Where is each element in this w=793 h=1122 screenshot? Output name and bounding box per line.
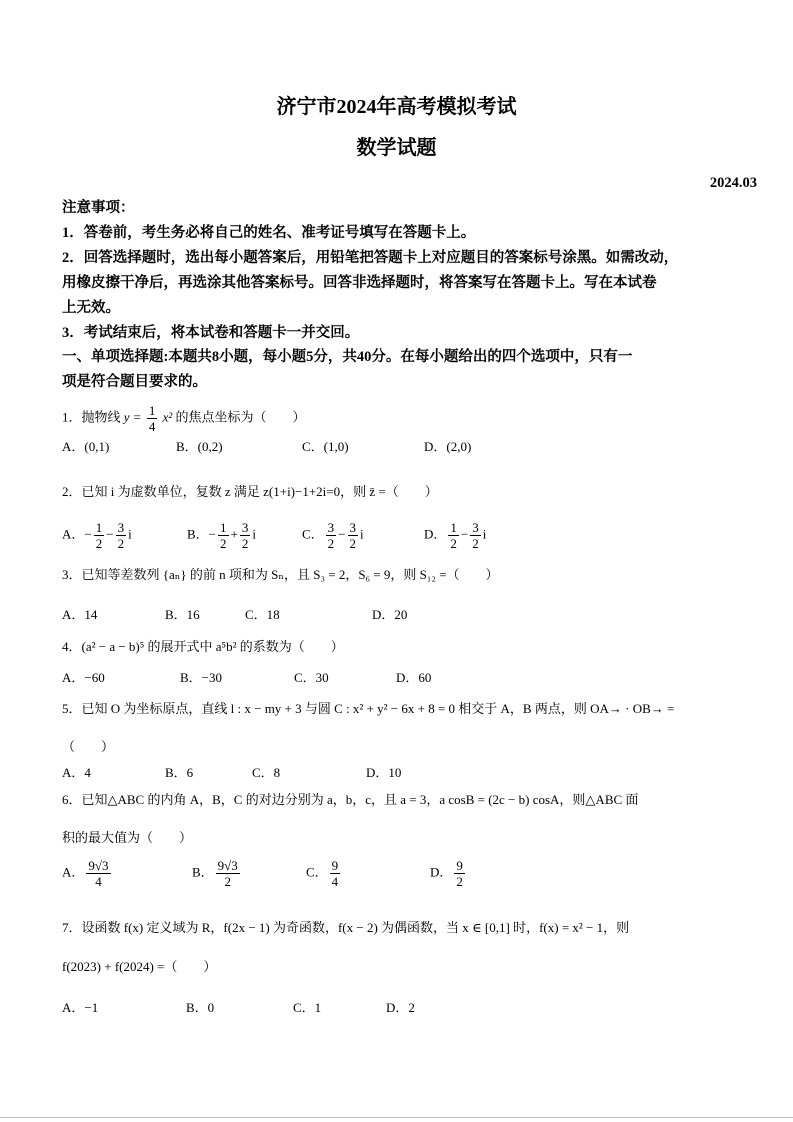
numerator: 1 <box>148 403 156 418</box>
option-b: B．(0,2) <box>176 439 223 454</box>
q5-cont: （ ） <box>62 739 115 754</box>
fraction <box>326 520 337 551</box>
notice-item: 用橡皮擦干净后，再选涂其他答案标号。回答非选择题时，将答案写在答题卡上。写在本试卷 <box>62 275 657 291</box>
option-label: B． <box>192 864 214 880</box>
fraction <box>94 520 105 551</box>
option-d <box>430 858 467 889</box>
denominator: 2 <box>456 874 463 889</box>
option-c: C．1 <box>293 1000 322 1015</box>
denominator: 2 <box>241 536 249 551</box>
sign: − <box>208 526 217 542</box>
option-b: B．0 <box>186 1000 215 1015</box>
option-label: B． <box>187 526 209 542</box>
option-label: A． <box>62 864 85 880</box>
denominator: 2 <box>224 874 231 889</box>
option-c: C．(1,0) <box>302 439 349 454</box>
notice-heading: 注意事项： <box>62 200 135 216</box>
denominator: 4 <box>331 874 339 889</box>
fraction <box>448 520 459 551</box>
numerator: 9 <box>456 858 463 873</box>
numerator: 3 <box>327 520 335 535</box>
option-b <box>192 858 242 889</box>
option-label: A． <box>62 526 85 542</box>
option-label: D． <box>424 526 447 542</box>
option-b <box>187 520 256 551</box>
option-a: A．14 <box>62 607 98 622</box>
question-1 <box>62 403 306 434</box>
exam-subtitle: 数学试题 <box>356 137 437 159</box>
fraction <box>240 520 251 551</box>
sign: − <box>84 526 92 542</box>
fraction <box>216 858 240 889</box>
fraction <box>218 520 229 551</box>
fraction <box>86 858 110 889</box>
fraction <box>330 858 341 889</box>
imaginary-unit: i <box>360 526 364 542</box>
option-d <box>424 520 486 551</box>
denominator: 2 <box>95 536 103 551</box>
question-2: 2．已知 i 为虚数单位，复数 z 满足 z(1+i)−1+2i=0，则 z̄ =（ ） <box>62 484 438 499</box>
operator: + <box>230 526 238 542</box>
question-6: 6．已知△ABC 的内角 A，B，C 的对边分别为 a，b，c，且 a = 3，a cosB = (2c − b) cosA，则△ABC 面 <box>62 792 639 807</box>
numerator: 9√3 <box>217 858 238 873</box>
numerator: 1 <box>220 520 227 535</box>
question-7: 7．设函数 f(x) 定义域为 R，f(2x − 1) 为奇函数，f(x − 2) 为偶函数，当 x ∈ [0,1] 时，f(x) = x² − 1，则 <box>62 920 630 935</box>
denominator: 2 <box>349 536 357 551</box>
option-d: D．10 <box>366 765 402 780</box>
numerator: 3 <box>349 520 357 535</box>
notice-item: 3．考试结束后，将本试卷和答题卡一并交回。 <box>62 325 360 341</box>
numerator: 1 <box>450 520 457 535</box>
numerator: 9 <box>331 858 339 873</box>
q1-fraction <box>147 403 158 434</box>
notice-item: 1．答卷前，考生务必将自己的姓名、准考证号填写在答题卡上。 <box>62 225 476 241</box>
fraction <box>348 520 359 551</box>
option-b: B．16 <box>165 607 200 622</box>
imaginary-unit: i <box>128 526 132 542</box>
numerator: 3 <box>472 520 479 535</box>
option-c <box>302 520 364 551</box>
option-c: C．8 <box>252 765 281 780</box>
numerator: 3 <box>117 520 125 535</box>
denominator: 2 <box>450 536 457 551</box>
operator: − <box>106 526 114 542</box>
q1-math: x² <box>162 409 173 425</box>
page-bottom-divider <box>0 1117 793 1118</box>
option-label: D． <box>430 864 453 880</box>
option-a: A．−60 <box>62 670 105 685</box>
imaginary-unit: i <box>482 526 487 542</box>
option-a: A．4 <box>62 765 91 780</box>
exam-title: 济宁市2024年高考模拟考试 <box>276 96 517 118</box>
denominator: 2 <box>117 536 125 551</box>
q6-cont: 积的最大值为（ ） <box>62 830 193 845</box>
question-3: 3．已知等差数列 {aₙ} 的前 n 项和为 Sₙ，且 S₃ = 2，S₆ = 9，则 S₁₂ =（ ） <box>62 567 499 582</box>
option-a: A．(0,1) <box>62 439 110 454</box>
option-a <box>62 520 132 551</box>
option-b: B．6 <box>165 765 194 780</box>
fraction <box>116 520 127 551</box>
q1-text: 的焦点坐标为（ ） <box>175 409 306 425</box>
q1-text: 1．抛物线 <box>62 409 121 425</box>
operator: − <box>460 526 469 542</box>
option-b: B．−30 <box>180 670 223 685</box>
option-label: C． <box>302 526 324 542</box>
denominator: 2 <box>220 536 227 551</box>
exam-date: 2024.03 <box>709 175 757 191</box>
numerator: 9√3 <box>88 858 109 873</box>
section-heading-cont: 项是符合题目要求的。 <box>62 374 207 390</box>
numerator: 3 <box>241 520 249 535</box>
notice-item: 上无效。 <box>62 300 120 316</box>
option-d: D．(2,0) <box>424 439 472 454</box>
question-5: 5．已知 O 为坐标原点，直线 l : x − my + 3 与圆 C : x² + y² − 6x + 8 = 0 相交于 A，B 两点，则 OA→ · OB→ = <box>62 701 675 716</box>
option-d: D．60 <box>396 670 432 685</box>
option-c <box>306 858 342 889</box>
section-heading: 一、单项选择题:本题共8小题，每小题5分，共40分。在每小题给出的四个选项中，只有一 <box>62 349 633 365</box>
option-c: C．30 <box>294 670 329 685</box>
option-d: D．2 <box>386 1000 415 1015</box>
q1-math: y = <box>123 409 142 425</box>
imaginary-unit: i <box>252 526 256 542</box>
option-a: A．−1 <box>62 1000 99 1015</box>
q7-cont: f(2023) + f(2024) =（ ） <box>62 959 217 974</box>
option-label: C． <box>306 864 328 880</box>
option-c: C．18 <box>245 607 280 622</box>
denominator: 2 <box>327 536 335 551</box>
notice-item: 2．回答选择题时，选出每小题答案后，用铅笔把答题卡上对应题目的答案标号涂黑。如需改动， <box>62 250 679 266</box>
numerator: 1 <box>95 520 103 535</box>
fraction <box>454 858 465 889</box>
denominator: 2 <box>472 536 479 551</box>
denominator: 4 <box>95 874 102 889</box>
option-a <box>62 858 113 889</box>
question-4: 4．(a² − a − b)⁵ 的展开式中 a⁵b² 的系数为（ ） <box>62 639 344 654</box>
option-d: D．20 <box>372 607 408 622</box>
fraction <box>470 520 481 551</box>
denominator: 4 <box>148 419 156 434</box>
operator: − <box>338 526 346 542</box>
